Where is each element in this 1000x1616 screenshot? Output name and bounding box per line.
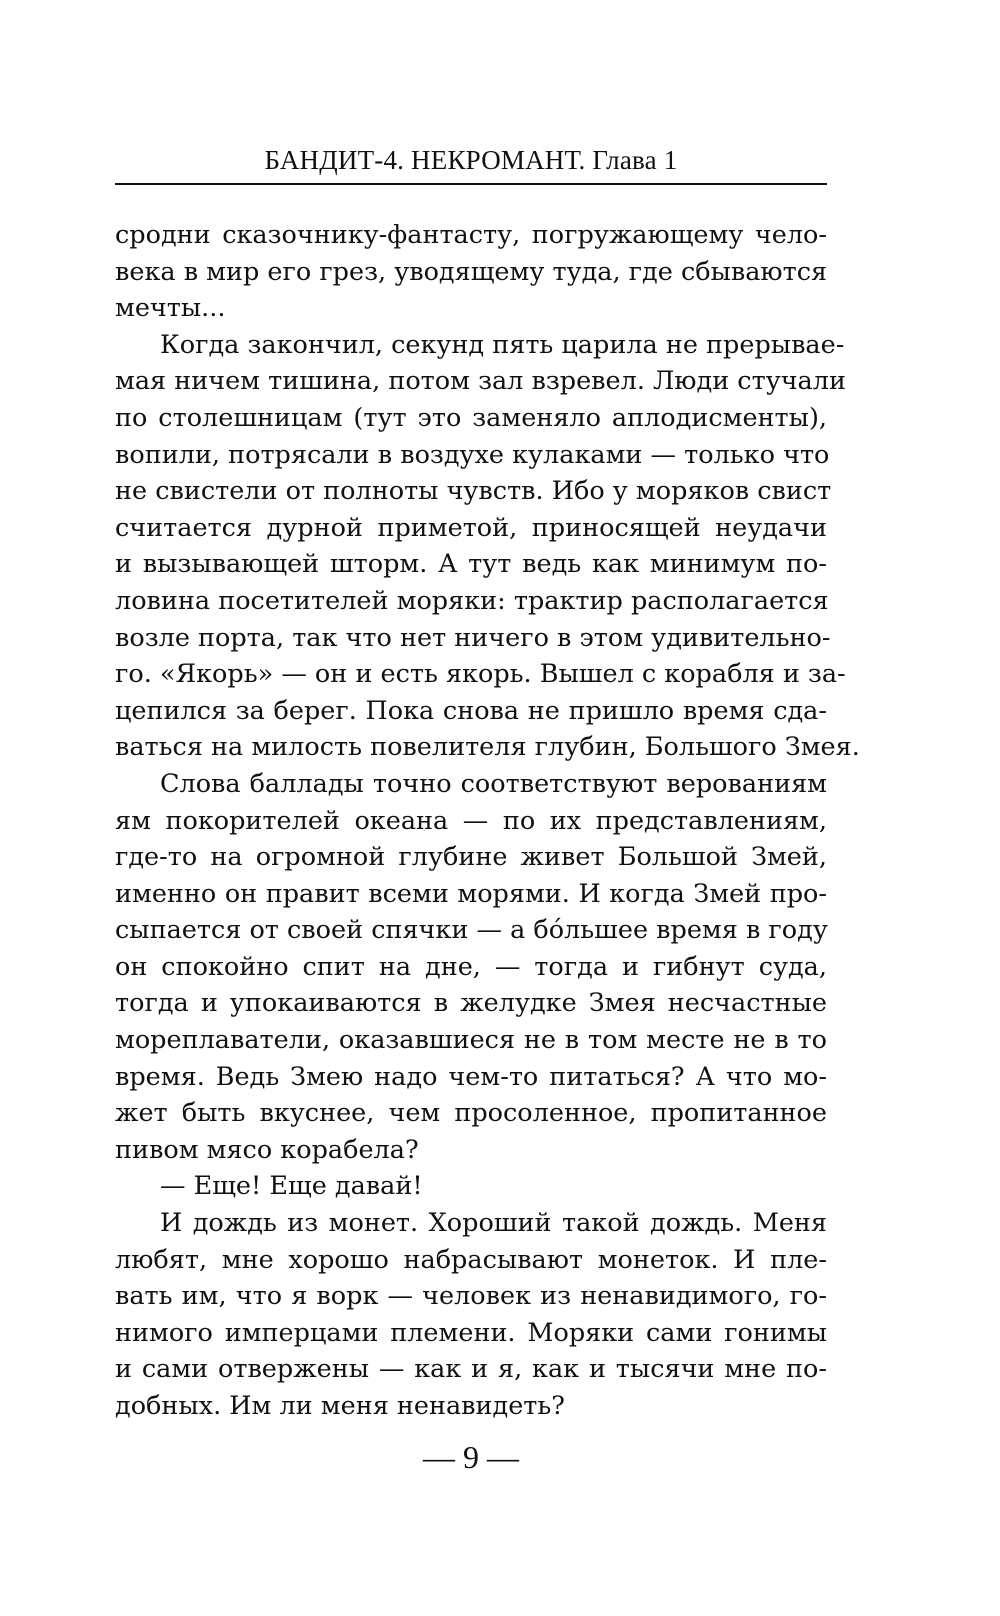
text-line: не свистели от полноты чувств. Ибо у моряков свист [115, 476, 832, 507]
text-line: ловина посетителей моряки: трактир располагается [115, 585, 829, 616]
text-line: именно он правит всеми морями. И когда Змей про- [115, 878, 827, 909]
text-line: нимого имперцами племени. Моряки сами гонимы [115, 1317, 827, 1348]
text-line: мореплаватели, оказавшиеся не в том месте не в то [115, 1025, 827, 1056]
text-line: считается дурной приметой, приносящей неудачи [115, 512, 827, 543]
header-rule [115, 183, 827, 185]
text-line: по столешницам (тут это заменяло аплодисменты), [115, 402, 827, 433]
text-line: он спокойно спит на дне, — тогда и гибнут суда, [115, 951, 827, 982]
text-line: — Еще! Еще давай! [160, 1171, 423, 1202]
text-line: Когда закончил, секунд пять царила не прерывае- [160, 329, 845, 360]
text-line: мечты... [115, 293, 226, 324]
text-line: жет быть вкуснее, чем просоленное, пропитанное [115, 1098, 827, 1129]
text-line: где-то на огромной глубине живет Большой Змей, [115, 842, 827, 873]
text-line: Слова баллады точно соответствуют верованиям [160, 768, 827, 799]
text-line: сыпается от своей спячки — а бóльшее время в году [115, 915, 828, 946]
text-line: века в мир его грез, уводящему туда, где сбываются [115, 256, 828, 287]
text-line: и сами отвержены — как и я, как и тысячи мне по- [115, 1354, 827, 1385]
text-line: ям покорителей океана — по их представлениям, [115, 805, 827, 836]
text-line: тогда и упокаиваются в желудке Змея несчастные [115, 988, 827, 1019]
text-line: мая ничем тишина, потом зал взревел. Люди стучали [115, 366, 846, 397]
body-text [115, 217, 860, 1425]
text-line: и вызывающей шторм. А тут ведь как минимум по- [115, 549, 827, 580]
text-line: вать им, что я ворк — человек из ненавидимого, го- [115, 1281, 827, 1312]
text-line: время. Ведь Змею надо чем-то питаться? А что мо- [115, 1061, 827, 1092]
text-line: сродни сказочнику-фантасту, погружающему чело- [115, 220, 827, 250]
text-line: добных. Им ли меня ненавидеть? [115, 1391, 565, 1421]
text-line: возле порта, так что нет ничего в этом удивительно- [115, 622, 831, 653]
text-line: пивом мясо корабела? [115, 1134, 419, 1165]
text-line: И дождь из монет. Хороший такой дождь. Меня [160, 1208, 827, 1239]
page-number: — 9 — [423, 1439, 519, 1475]
text-line: цепился за берег. Пока снова не пришло время сда- [115, 695, 827, 726]
text-line: вопили, потрясали в воздухе кулаками — только что [115, 439, 830, 470]
running-head: БАНДИТ-4. НЕКРОМАНТ. Глава 1 [264, 145, 678, 175]
text-line: ваться на милость повелителя глубин, Большого Змея. [115, 732, 860, 763]
text-line: любят, мне хорошо набрасывают монеток. И пле- [115, 1244, 827, 1275]
text-line: го. «Якорь» — он и есть якорь. Вышел с корабля и за- [115, 659, 846, 690]
